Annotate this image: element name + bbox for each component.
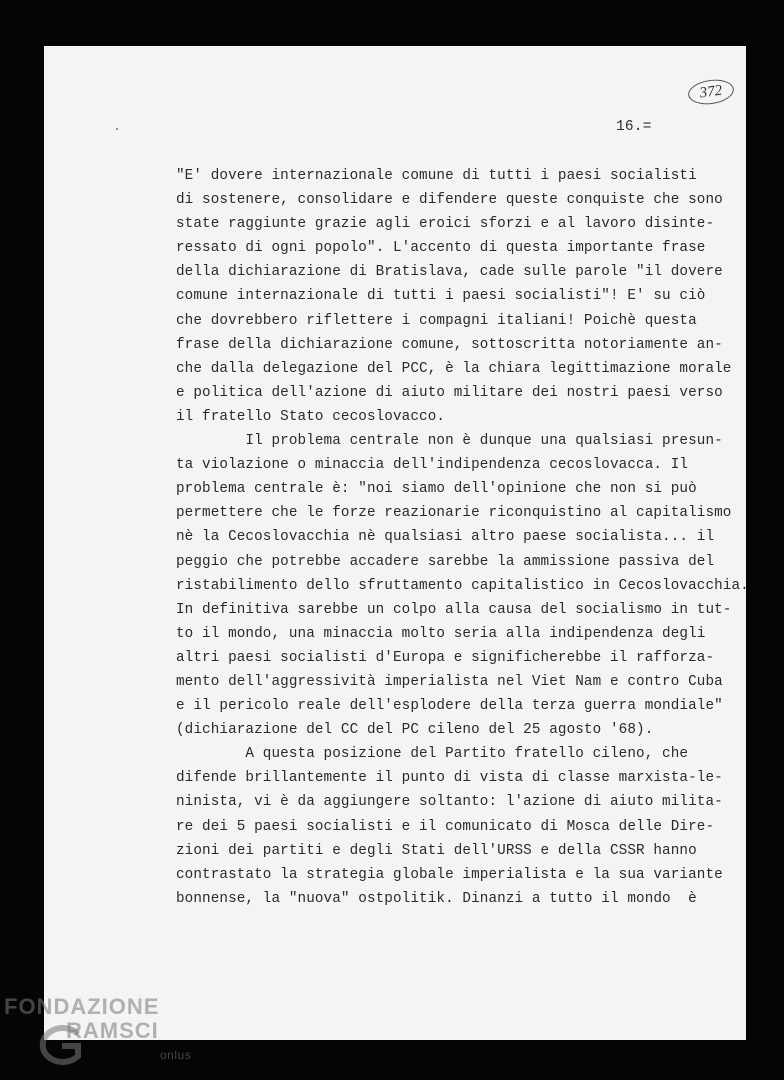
watermark-line2: RAMSCI xyxy=(66,1018,159,1043)
text-line: ressato di ogni popolo". L'accento di questa importante frase xyxy=(176,240,706,257)
text-line: il fratello Stato cecoslovacco. xyxy=(176,408,446,425)
text-line: di sostenere, consolidare e difendere queste conquiste che sono xyxy=(176,192,723,209)
text-line: difende brillantemente il punto di vista di classe marxista-le- xyxy=(176,770,723,787)
text-line: altri paesi socialisti d'Europa e significherebbe il rafforza- xyxy=(176,649,715,666)
paper-speck xyxy=(116,128,118,130)
text-line: ristabilimento dello sfruttamento capitalistico in Cecoslovacchia. xyxy=(176,577,749,594)
text-line: to il mondo, una minaccia molto seria alla indipendenza degli xyxy=(176,625,706,642)
page-number: 16.= xyxy=(616,119,652,135)
text-line: che dovrebbero riflettere i compagni italiani! Poichè questa xyxy=(176,312,697,329)
text-line: "E' dovere internazionale comune di tutti i paesi socialisti xyxy=(176,168,697,184)
text-line: ninista, vi è da aggiungere soltanto: l'azione di aiuto milita- xyxy=(176,794,723,811)
text-line: bonnense, la "nuova" ostpolitik. Dinanzi a tutto il mondo è xyxy=(176,890,697,907)
text-line: della dichiarazione di Bratislava, cade sulle parole "il dovere xyxy=(176,264,723,281)
text-line: comune internazionale di tutti i paesi socialisti"! E' su ciò xyxy=(176,288,706,305)
text-line: In definitiva sarebbe un colpo alla causa del socialismo in tut- xyxy=(176,601,732,618)
watermark-subtitle: onlus xyxy=(160,1048,192,1062)
document-page xyxy=(44,46,749,1040)
watermark-line1: FONDAZIONE xyxy=(4,994,160,1019)
text-line: zioni dei partiti e degli Stati dell'URSS e della CSSR hanno xyxy=(176,842,697,859)
archive-number-stamp: 372 xyxy=(687,77,736,107)
fondazione-gramsci-watermark xyxy=(4,994,204,1074)
text-line: frase della dichiarazione comune, sottoscritta notoriamente an- xyxy=(176,336,723,353)
text-line: (dichiarazione del CC del PC cileno del 25 agosto '68). xyxy=(176,722,654,739)
text-line: ta violazione o minaccia dell'indipendenza cecoslovacca. Il xyxy=(176,457,689,474)
text-line: permettere che le forze reazionarie riconquistino al capitalismo xyxy=(176,505,732,522)
text-line: state raggiunte grazie agli eroici sforzi e al lavoro disinte- xyxy=(176,216,715,233)
text-line: e politica dell'azione di aiuto militare dei nostri paesi verso xyxy=(176,384,723,401)
text-line: re dei 5 paesi socialisti e il comunicato di Mosca delle Dire- xyxy=(176,818,715,835)
text-line: contrastato la strategia globale imperialista e la sua variante xyxy=(176,866,723,883)
text-line: Il problema centrale non è dunque una qualsiasi presun- xyxy=(176,433,723,450)
text-line: e il pericolo reale dell'esplodere della terza guerra mondiale" xyxy=(176,698,723,715)
text-line: A questa posizione del Partito fratello cileno, che xyxy=(176,746,689,763)
text-line: problema centrale è: "noi siamo dell'opinione che non si può xyxy=(176,481,697,498)
text-line: mento dell'aggressività imperialista nel Viet Nam e contro Cuba xyxy=(176,673,723,690)
text-line: nè la Cecoslovacchia nè qualsiasi altro paese socialista... il xyxy=(176,529,715,546)
typed-text-body xyxy=(176,164,749,911)
text-line: che dalla delegazione del PCC, è la chiara legittimazione morale xyxy=(176,360,732,377)
text-line: peggio che potrebbe accadere sarebbe la ammissione passiva del xyxy=(176,553,715,570)
